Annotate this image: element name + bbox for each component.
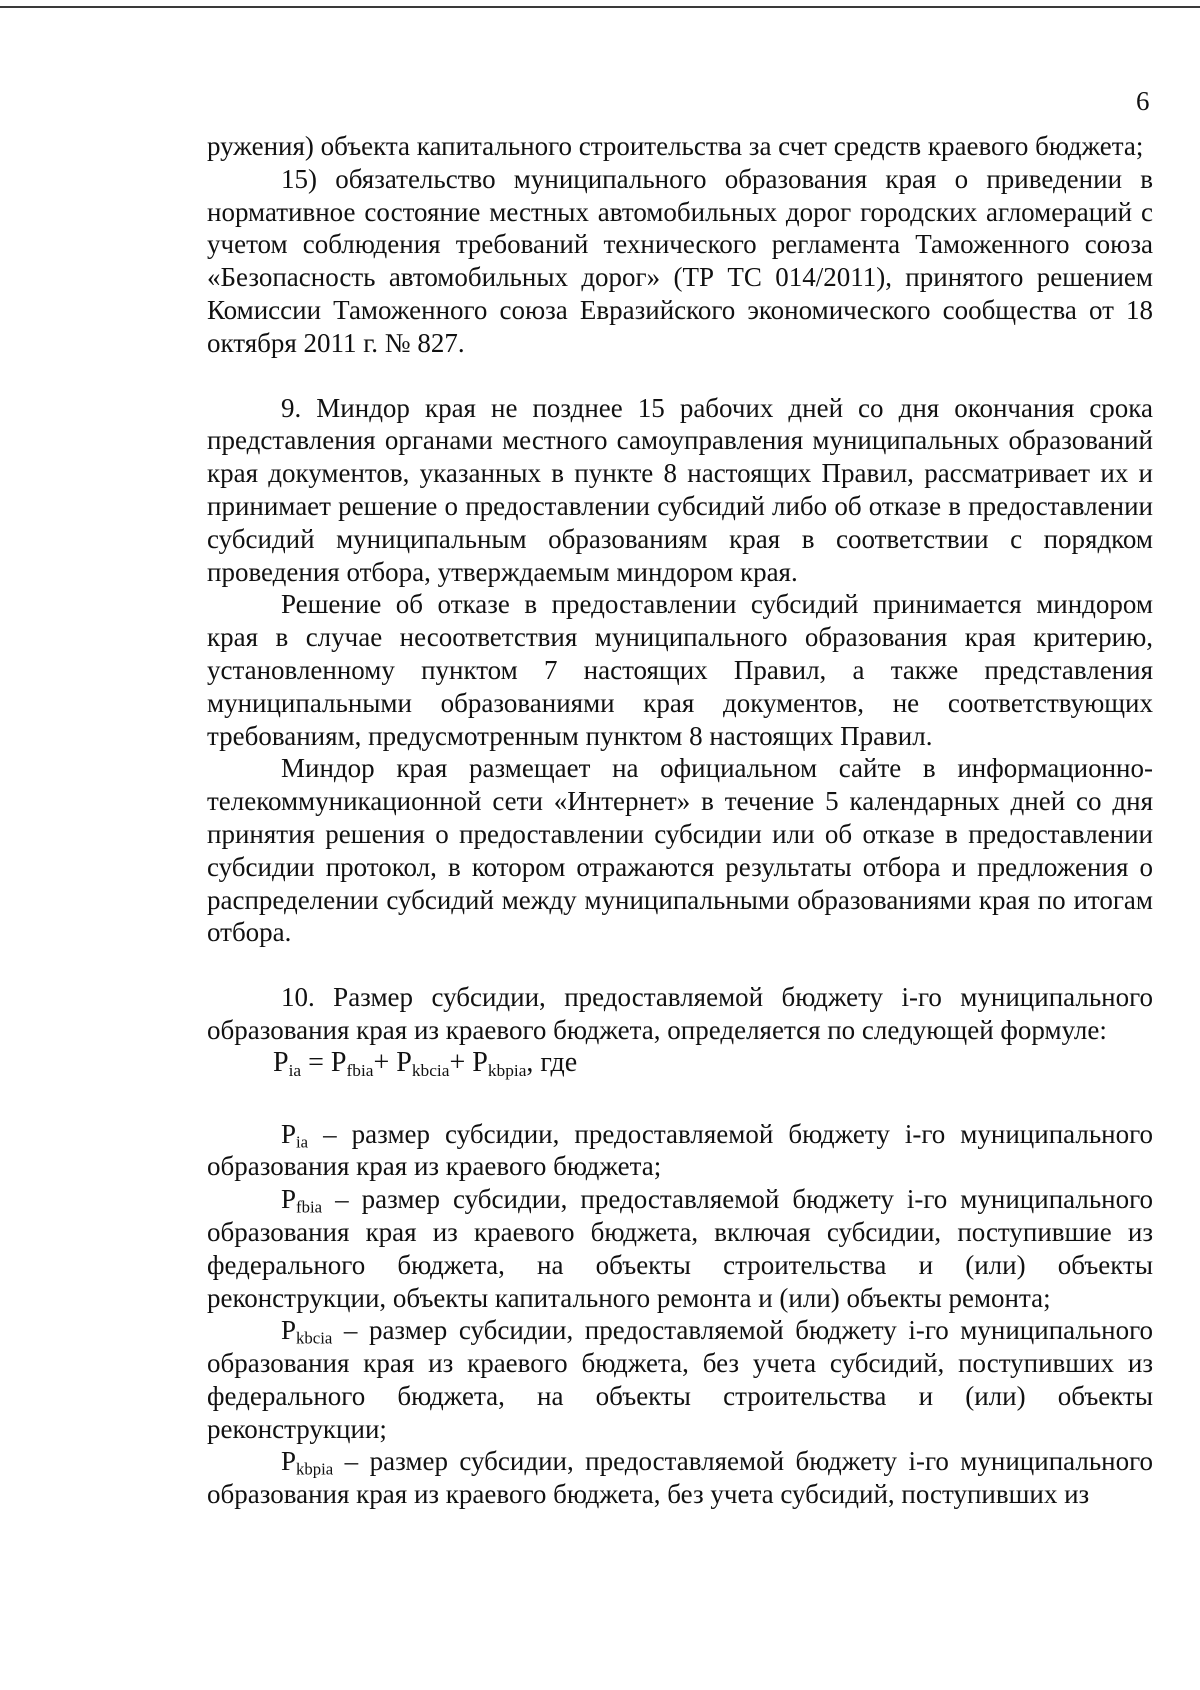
definition-pia (207, 1118, 1153, 1184)
paragraph-publication: Миндор края размещает на официальном сайте в информационно-телекоммуникационной сети «Интернет» в течение 5 календарных дней со дня принятия решения о предоставлении субсидии или об отказе в предоставлении субсидии протокол, в котором отражаются результаты отбора и предложения о распределении субсидий между муниципальными образованиями края по итогам отбора. (207, 753, 1153, 948)
paragraph-item-15: 15) обязательство муниципального образования края о приведении в нормативное состояние местных автомобильных дорог городских агломераций с учетом соблюдения требований технического регламента Таможенного союза «Безопасность автомобильных дорог» (ТР ТС 014/2011), принятого решением Комиссии Таможенного союза Евразийского экономического сообщества от 18 октября 2011 г. № 827. (207, 163, 1153, 358)
definition-text: – размер субсидии, предоставляемой бюджету i-го муниципального образования края из краевого бюджета; (207, 1118, 1153, 1182)
definition-pkbcia (207, 1314, 1153, 1445)
definition-symbol: P (281, 1118, 297, 1149)
formula-term-3-subscript: kbpia (487, 1060, 527, 1080)
top-border-line (0, 6, 1200, 8)
definition-symbol: P (281, 1446, 297, 1477)
definition-text: – размер субсидии, предоставляемой бюджету i-го муниципального образования края из краевого бюджета, включая субсидии, поступившие из федерального бюджета, на объекты строительства и (или) объекты реконструкции, объекты капитального ремонта и (или) объекты ремонта; (207, 1184, 1153, 1313)
paragraph-section-9: 9. Миндор края не позднее 15 рабочих дней со дня окончания срока представления органами местного самоуправления муниципальных образований края документов, указанных в пункте 8 настоящих Правил, рассматривает их и принимает решение о предоставлении субсидий либо об отказе в предоставлении субсидий муниципальным образованиям края в соответствии с порядком проведения отбора, утверждаемым миндором края. (207, 392, 1153, 587)
formula-term-3: P (472, 1046, 488, 1078)
definition-text: – размер субсидии, предоставляемой бюджету i-го муниципального образования края из краевого бюджета, без учета субсидий, поступивших из (207, 1446, 1153, 1510)
formula-lhs: P (273, 1046, 289, 1078)
paragraph-section-10: 10. Размер субсидии, предоставляемой бюджету i-го муниципального образования края из краевого бюджета, определяется по следующей формуле: (207, 982, 1153, 1045)
formula-term-1-subscript: fbia (346, 1060, 374, 1080)
formula-plus-1: + (373, 1046, 397, 1078)
definition-symbol-subscript: kbpia (296, 1460, 334, 1480)
definition-symbol-subscript: ia (296, 1132, 309, 1152)
definition-text: – размер субсидии, предоставляемой бюджету i-го муниципального образования края из краевого бюджета, без учета субсидий, поступивших из федерального бюджета, на объекты строительства и (или) объекты реконструкции; (207, 1315, 1153, 1444)
formula-term-1: P (330, 1046, 347, 1078)
formula-term-2: P (396, 1046, 412, 1078)
definition-pkbpia (207, 1445, 1153, 1511)
definition-symbol-subscript: fbia (296, 1197, 323, 1217)
paragraph-continuation: ружения) объекта капитального строительства за счет средств краевого бюджета; (207, 131, 1144, 161)
definition-pfbia (207, 1183, 1153, 1314)
paragraph-refusal: Решение об отказе в предоставлении субсидий принимается миндором края в случае несоответствия муниципального образования края критерию, установленному пунктом 7 настоящих Правил, а также представления муниципальными образованиями края документов, не соответствующих требованиям, предусмотренным пунктом 8 настоящих Правил. (207, 589, 1153, 751)
formula-term-2-subscript: kbcia (411, 1060, 450, 1080)
definition-symbol: P (281, 1184, 297, 1215)
page-number: 6 (1136, 86, 1150, 116)
formula-tail: , где (526, 1046, 578, 1078)
subsidy-formula (207, 1047, 1153, 1080)
definition-symbol: P (281, 1315, 297, 1346)
formula-equals: = (301, 1046, 331, 1078)
formula-lhs-subscript: ia (288, 1060, 302, 1080)
document-body (207, 130, 1153, 1511)
definition-symbol-subscript: kbcia (296, 1328, 333, 1348)
formula-plus-2: + (449, 1046, 473, 1078)
